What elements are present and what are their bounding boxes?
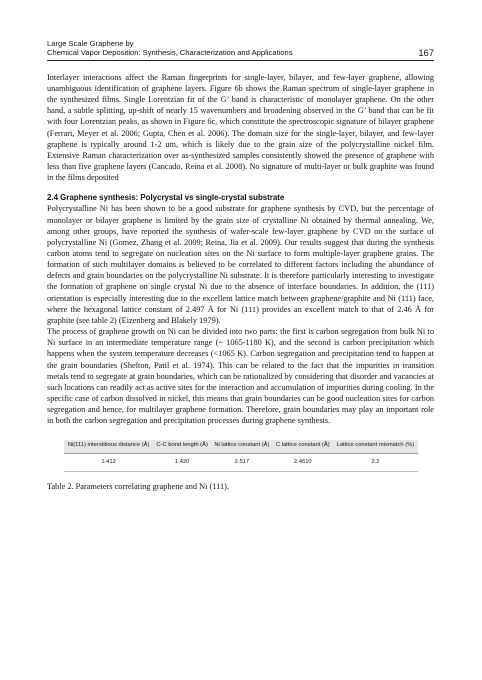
parameters-table — [64, 440, 418, 472]
running-header — [47, 39, 434, 61]
cell-bond-length: 1.420 — [153, 454, 211, 472]
header-line-1: Large Scale Graphene by — [47, 39, 134, 48]
header-line-2: Chemical Vapor Deposition: Synthesis, Characterization and Applications — [47, 48, 293, 58]
header-cell-ni-lattice: Ni lattice constant (Å) — [211, 440, 273, 454]
section-heading: 2.4 Graphene synthesis: Polycrystal vs single-crystal substrate — [47, 193, 285, 203]
table-row — [64, 454, 418, 472]
paragraph-growth-process: The process of graphene growth on Ni can be divided into two parts: the first is carbon segregation from bulk Ni to Ni surface in an intermediate temperature range (~ 1065-1180 K), and the second is carbon precipitation which happens when the system temperature decreases (<1065 K). Carbon segregation and precipitation tend to happen at the grain boundaries (Shelton, Patil et al. 1974). This can be related to the fact that the impurities in transition metals tend to segregate at grain boundaries, which can be rationalized by considering that disorder and vacancies at such locations can readily act as active sites for the interaction and accumulation of impurities during cooling. In the specific case of carbon dissolved in nickel, this means that grain boundaries can be good nucleation sites for carbon segregation and hence, for multilayer graphene formation. Therefore, grain boundaries may play an important role in both the carbon segregation and precipitation processes during graphene synthesis. — [47, 327, 434, 426]
header-cell-interstitious: Ni(111) interstitious distance (Å) — [64, 440, 153, 454]
cell-ni-lattice: 2.517 — [211, 454, 273, 472]
paragraph-polycrystal: Polycrystalline Ni has been shown to be a good substrate for graphene synthesis by CVD, but the percentage of monolayer or bilayer graphene is limited by the grain size of crystalline Ni obtained by thermal annealing. We, among other groups, have reported the synthesis of wafer-scale few-layer graphene by CVD on the surface of polycrystalline Ni (Gomez, Zhang et al. 2009; Reina, Jia et al. 2009). Our results suggest that during the synthesis carbon atoms tend to segregate on nucleation sites on the Ni surface to form multiple-layer graphene grains. The formation of such multilayer domains is believed to be correlated to different factors including the abundance of defects and grain boundaries on the polycrystalline Ni substrate. It is therefore particularly interesting to investigate the formation of graphene on single crystal Ni due to the absence of interface boundaries. In addition, the (111) orientation is especially interesting due to the excellent lattice match between graphene/graphite and Ni (111) face, where the hexagonal lattice constant of 2.497 Å for Ni (111) provides an excellent match to that of 2.46 Å for graphite (see table 2) (Eizenberg and Blakely 1979). — [47, 204, 434, 325]
page — [47, 39, 434, 492]
page-number: 167 — [418, 47, 434, 59]
cell-mismatch: 2.2 — [333, 454, 418, 472]
header-cell-c-lattice: C lattice constant (Å) — [273, 440, 333, 454]
cell-c-lattice: 2.4610 — [273, 454, 333, 472]
cell-interstitious: 1.412 — [64, 454, 153, 472]
header-cell-mismatch: Lattice constant mismatch (%) — [333, 440, 418, 454]
table-caption: Table 2. Parameters correlating graphene and Ni (111). — [47, 481, 229, 491]
header-cell-bond-length: C-C bond length (Å) — [153, 440, 211, 454]
table-header-row — [64, 440, 418, 454]
paragraph-raman: Interlayer interactions affect the Raman fingerprints for single-layer, bilayer, and few-layer graphene, allowing unambiguous identification of graphene layers. Figure 6b shows the Raman spectrum of single-layer graphene in the synthesized films. Single Lorentzian fit of the G’ band is characteristic of monolayer graphene. On the other hand, a subtle splitting, up-shift of nearly 15 wavenumbers and broadening observed in the G’ band that can be fit with four Lorentzian peaks, as shown in Figure 6c, which constitute the spectroscopic signature of bilayer graphene (Ferrari, Meyer et al. 2006; Gupta, Chen et al. 2006). The domain size for the single-layer, bilayer, and few-layer graphene is typically around 1-2 um, which is likely due to the grain size of the polycrystalline nickel film. Extensive Raman characterization over as-synthesized samples consistently showed the presence of graphene with less than five graphene layers (Cancado, Reina et al. 2008). No signature of multi-layer or bulk graphite was found in the films deposited — [47, 72, 434, 183]
